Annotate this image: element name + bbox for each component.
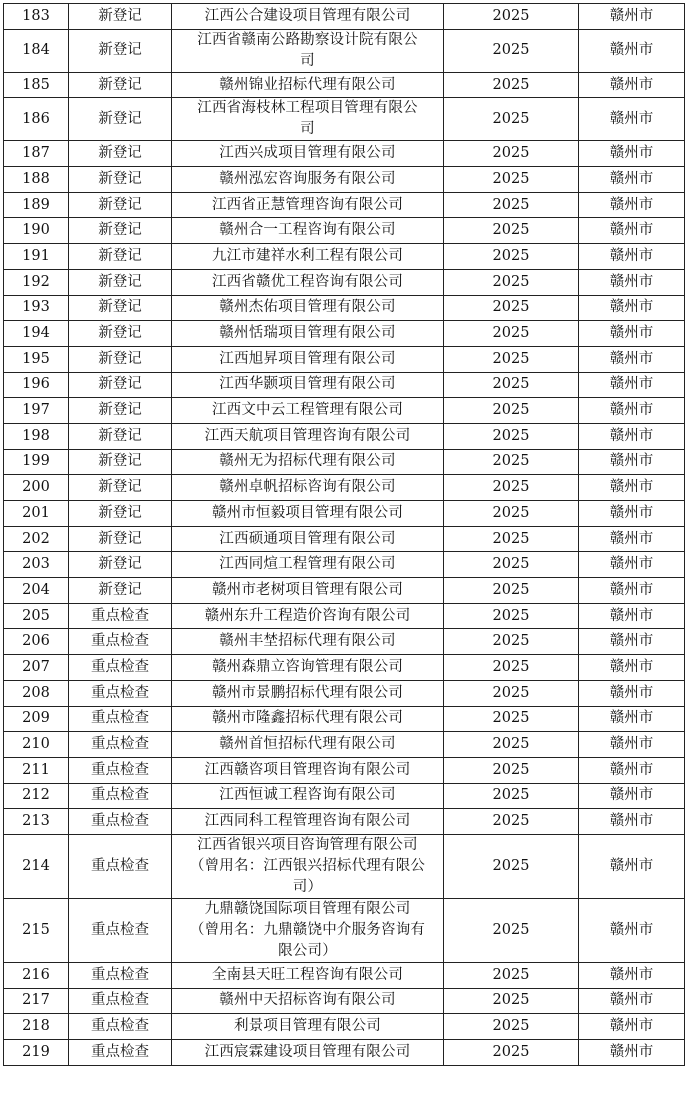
cell-year: 2025 bbox=[444, 475, 579, 501]
cell-year: 2025 bbox=[444, 321, 579, 347]
cell-city: 赣州市 bbox=[579, 269, 685, 295]
table-row bbox=[4, 552, 685, 578]
cell-company-name bbox=[172, 834, 444, 898]
company-name-line: 赣州市老树项目管理有限公司 bbox=[211, 581, 404, 598]
table-row bbox=[4, 346, 685, 372]
table-row bbox=[4, 98, 685, 141]
table-row bbox=[4, 732, 685, 758]
cell-number: 218 bbox=[4, 1014, 69, 1040]
cell-check-type: 新登记 bbox=[69, 423, 172, 449]
cell-city: 赣州市 bbox=[579, 72, 685, 98]
cell-company-name bbox=[172, 783, 444, 809]
cell-check-type: 新登记 bbox=[69, 526, 172, 552]
company-name-line: （曾用名：江西银兴招标代理有限公 bbox=[189, 857, 426, 874]
cell-company-name bbox=[172, 552, 444, 578]
company-name-line: 江西华颢项目管理有限公司 bbox=[219, 376, 396, 393]
company-name-line: 赣州丰埜招标代理有限公司 bbox=[219, 633, 396, 650]
table-row bbox=[4, 321, 685, 347]
cell-number: 198 bbox=[4, 423, 69, 449]
cell-company-name bbox=[172, 244, 444, 270]
cell-year: 2025 bbox=[444, 655, 579, 681]
cell-city: 赣州市 bbox=[579, 962, 685, 988]
cell-company-name bbox=[172, 167, 444, 193]
cell-year: 2025 bbox=[444, 269, 579, 295]
cell-number: 196 bbox=[4, 372, 69, 398]
cell-city: 赣州市 bbox=[579, 1040, 685, 1066]
cell-number: 185 bbox=[4, 72, 69, 98]
cell-year: 2025 bbox=[444, 809, 579, 835]
cell-number: 202 bbox=[4, 526, 69, 552]
cell-check-type: 新登记 bbox=[69, 372, 172, 398]
cell-number: 188 bbox=[4, 167, 69, 193]
agency-table bbox=[3, 3, 685, 1066]
cell-company-name bbox=[172, 706, 444, 732]
cell-check-type: 新登记 bbox=[69, 295, 172, 321]
company-name-line: 江西省银兴项目咨询管理有限公司 bbox=[197, 836, 418, 853]
company-name-line: 司） bbox=[292, 878, 323, 895]
cell-year: 2025 bbox=[444, 1014, 579, 1040]
cell-company-name bbox=[172, 98, 444, 141]
cell-number: 184 bbox=[4, 29, 69, 72]
cell-city: 赣州市 bbox=[579, 552, 685, 578]
cell-check-type: 新登记 bbox=[69, 4, 172, 30]
cell-year: 2025 bbox=[444, 98, 579, 141]
cell-company-name bbox=[172, 809, 444, 835]
cell-check-type: 新登记 bbox=[69, 98, 172, 141]
cell-city: 赣州市 bbox=[579, 655, 685, 681]
cell-city: 赣州市 bbox=[579, 4, 685, 30]
table-row bbox=[4, 706, 685, 732]
table-row bbox=[4, 269, 685, 295]
cell-year: 2025 bbox=[444, 295, 579, 321]
cell-check-type: 重点检查 bbox=[69, 809, 172, 835]
cell-city: 赣州市 bbox=[579, 449, 685, 475]
cell-check-type: 新登记 bbox=[69, 398, 172, 424]
company-name-line: 赣州森鼎立咨询管理有限公司 bbox=[211, 658, 404, 675]
company-name-line: 江西旭昇项目管理有限公司 bbox=[219, 350, 396, 367]
table-row bbox=[4, 526, 685, 552]
company-name-line: 江西宸霖建设项目管理有限公司 bbox=[204, 1043, 411, 1060]
cell-year: 2025 bbox=[444, 423, 579, 449]
cell-company-name bbox=[172, 346, 444, 372]
table-row bbox=[4, 423, 685, 449]
cell-number: 203 bbox=[4, 552, 69, 578]
company-name-line: 赣州东升工程造价咨询有限公司 bbox=[204, 607, 411, 624]
company-name-line: 江西赣咨项目管理咨询有限公司 bbox=[204, 761, 411, 778]
company-name-line: 江西天航项目管理咨询有限公司 bbox=[204, 427, 411, 444]
cell-check-type: 新登记 bbox=[69, 167, 172, 193]
cell-company-name bbox=[172, 757, 444, 783]
cell-company-name bbox=[172, 269, 444, 295]
cell-company-name bbox=[172, 962, 444, 988]
company-name-line: 赣州无为招标代理有限公司 bbox=[219, 453, 396, 470]
cell-company-name bbox=[172, 372, 444, 398]
cell-number: 208 bbox=[4, 680, 69, 706]
company-name-line: 利景项目管理有限公司 bbox=[234, 1018, 381, 1035]
cell-city: 赣州市 bbox=[579, 783, 685, 809]
cell-check-type: 重点检查 bbox=[69, 629, 172, 655]
cell-check-type: 新登记 bbox=[69, 578, 172, 604]
cell-city: 赣州市 bbox=[579, 372, 685, 398]
cell-check-type: 新登记 bbox=[69, 141, 172, 167]
cell-city: 赣州市 bbox=[579, 321, 685, 347]
company-name-line: 全南县天旺工程咨询有限公司 bbox=[211, 966, 404, 983]
cell-number: 201 bbox=[4, 501, 69, 527]
cell-city: 赣州市 bbox=[579, 988, 685, 1014]
table-row bbox=[4, 962, 685, 988]
cell-number: 191 bbox=[4, 244, 69, 270]
table-row bbox=[4, 578, 685, 604]
cell-company-name bbox=[172, 449, 444, 475]
cell-check-type: 重点检查 bbox=[69, 834, 172, 898]
cell-year: 2025 bbox=[444, 629, 579, 655]
table-row bbox=[4, 988, 685, 1014]
cell-company-name bbox=[172, 218, 444, 244]
cell-check-type: 新登记 bbox=[69, 218, 172, 244]
company-name-line: 江西文中云工程管理有限公司 bbox=[211, 402, 404, 419]
cell-city: 赣州市 bbox=[579, 757, 685, 783]
cell-year: 2025 bbox=[444, 526, 579, 552]
cell-number: 187 bbox=[4, 141, 69, 167]
cell-year: 2025 bbox=[444, 680, 579, 706]
cell-check-type: 重点检查 bbox=[69, 898, 172, 962]
company-name-line: 江西省赣南公路勘察设计院有限公 bbox=[197, 31, 418, 48]
cell-city: 赣州市 bbox=[579, 629, 685, 655]
cell-number: 213 bbox=[4, 809, 69, 835]
cell-number: 217 bbox=[4, 988, 69, 1014]
cell-company-name bbox=[172, 629, 444, 655]
cell-year: 2025 bbox=[444, 372, 579, 398]
cell-company-name bbox=[172, 988, 444, 1014]
cell-year: 2025 bbox=[444, 4, 579, 30]
company-name-line: 九鼎赣饶国际项目管理有限公司 bbox=[204, 900, 411, 917]
cell-number: 215 bbox=[4, 898, 69, 962]
cell-company-name bbox=[172, 526, 444, 552]
cell-year: 2025 bbox=[444, 346, 579, 372]
company-name-line: （曾用名：九鼎赣饶中介服务咨询有 bbox=[189, 921, 426, 938]
cell-check-type: 重点检查 bbox=[69, 603, 172, 629]
cell-check-type: 重点检查 bbox=[69, 732, 172, 758]
cell-company-name bbox=[172, 29, 444, 72]
company-name-line: 赣州市隆鑫招标代理有限公司 bbox=[211, 710, 404, 727]
cell-city: 赣州市 bbox=[579, 423, 685, 449]
company-name-line: 江西同科工程管理咨询有限公司 bbox=[204, 813, 411, 830]
cell-number: 194 bbox=[4, 321, 69, 347]
cell-number: 190 bbox=[4, 218, 69, 244]
cell-year: 2025 bbox=[444, 962, 579, 988]
cell-city: 赣州市 bbox=[579, 706, 685, 732]
table-row bbox=[4, 1040, 685, 1066]
cell-check-type: 重点检查 bbox=[69, 988, 172, 1014]
cell-check-type: 新登记 bbox=[69, 29, 172, 72]
table-row bbox=[4, 372, 685, 398]
company-name-line: 赣州中天招标咨询有限公司 bbox=[219, 992, 396, 1009]
cell-company-name bbox=[172, 192, 444, 218]
cell-company-name bbox=[172, 1040, 444, 1066]
company-name-line: 司 bbox=[300, 121, 315, 138]
table-row bbox=[4, 501, 685, 527]
table-row bbox=[4, 834, 685, 898]
table-row bbox=[4, 4, 685, 30]
table-row bbox=[4, 680, 685, 706]
cell-company-name bbox=[172, 578, 444, 604]
cell-check-type: 重点检查 bbox=[69, 757, 172, 783]
company-name-line: 江西兴成项目管理有限公司 bbox=[219, 145, 396, 162]
cell-city: 赣州市 bbox=[579, 346, 685, 372]
table-row bbox=[4, 783, 685, 809]
company-name-line: 江西同煊工程管理有限公司 bbox=[219, 556, 396, 573]
cell-number: 212 bbox=[4, 783, 69, 809]
cell-check-type: 新登记 bbox=[69, 72, 172, 98]
cell-number: 186 bbox=[4, 98, 69, 141]
cell-check-type: 新登记 bbox=[69, 501, 172, 527]
table-row bbox=[4, 629, 685, 655]
table-row bbox=[4, 757, 685, 783]
cell-year: 2025 bbox=[444, 72, 579, 98]
cell-year: 2025 bbox=[444, 1040, 579, 1066]
cell-check-type: 新登记 bbox=[69, 269, 172, 295]
cell-city: 赣州市 bbox=[579, 295, 685, 321]
cell-year: 2025 bbox=[444, 898, 579, 962]
cell-number: 193 bbox=[4, 295, 69, 321]
cell-company-name bbox=[172, 423, 444, 449]
company-name-line: 司 bbox=[300, 52, 315, 69]
company-name-line: 赣州杰佑项目管理有限公司 bbox=[219, 299, 396, 316]
cell-city: 赣州市 bbox=[579, 732, 685, 758]
table-row bbox=[4, 141, 685, 167]
cell-year: 2025 bbox=[444, 988, 579, 1014]
cell-number: 210 bbox=[4, 732, 69, 758]
table-row bbox=[4, 655, 685, 681]
company-name-line: 赣州市恒毅项目管理有限公司 bbox=[211, 504, 404, 521]
table-row bbox=[4, 475, 685, 501]
cell-company-name bbox=[172, 398, 444, 424]
cell-company-name bbox=[172, 475, 444, 501]
cell-year: 2025 bbox=[444, 218, 579, 244]
company-name-line: 赣州市景鹏招标代理有限公司 bbox=[211, 684, 404, 701]
cell-city: 赣州市 bbox=[579, 809, 685, 835]
cell-year: 2025 bbox=[444, 783, 579, 809]
cell-city: 赣州市 bbox=[579, 1014, 685, 1040]
company-name-line: 赣州合一工程咨询有限公司 bbox=[219, 222, 396, 239]
cell-number: 195 bbox=[4, 346, 69, 372]
cell-city: 赣州市 bbox=[579, 526, 685, 552]
company-name-line: 江西省正慧管理咨询有限公司 bbox=[211, 196, 404, 213]
cell-number: 192 bbox=[4, 269, 69, 295]
company-name-line: 赣州首恒招标代理有限公司 bbox=[219, 736, 396, 753]
cell-check-type: 新登记 bbox=[69, 475, 172, 501]
cell-company-name bbox=[172, 732, 444, 758]
cell-number: 219 bbox=[4, 1040, 69, 1066]
table-row bbox=[4, 398, 685, 424]
company-name-line: 九江市建祥水利工程有限公司 bbox=[211, 247, 404, 264]
table-row bbox=[4, 244, 685, 270]
cell-year: 2025 bbox=[444, 834, 579, 898]
cell-company-name bbox=[172, 1014, 444, 1040]
cell-check-type: 重点检查 bbox=[69, 706, 172, 732]
cell-check-type: 新登记 bbox=[69, 552, 172, 578]
company-name-line: 限公司） bbox=[278, 942, 337, 959]
cell-check-type: 新登记 bbox=[69, 449, 172, 475]
cell-number: 197 bbox=[4, 398, 69, 424]
company-name-line: 赣州锦业招标代理有限公司 bbox=[219, 76, 396, 93]
cell-city: 赣州市 bbox=[579, 834, 685, 898]
cell-company-name bbox=[172, 321, 444, 347]
cell-check-type: 新登记 bbox=[69, 244, 172, 270]
cell-city: 赣州市 bbox=[579, 192, 685, 218]
table-row bbox=[4, 1014, 685, 1040]
table-row bbox=[4, 192, 685, 218]
cell-city: 赣州市 bbox=[579, 29, 685, 72]
cell-city: 赣州市 bbox=[579, 898, 685, 962]
cell-city: 赣州市 bbox=[579, 578, 685, 604]
cell-number: 204 bbox=[4, 578, 69, 604]
company-name-line: 江西硕通项目管理有限公司 bbox=[219, 530, 396, 547]
cell-year: 2025 bbox=[444, 552, 579, 578]
table-row bbox=[4, 449, 685, 475]
cell-check-type: 重点检查 bbox=[69, 1014, 172, 1040]
table-row bbox=[4, 809, 685, 835]
company-name-line: 江西公合建设项目管理有限公司 bbox=[204, 7, 411, 24]
cell-number: 183 bbox=[4, 4, 69, 30]
cell-check-type: 重点检查 bbox=[69, 783, 172, 809]
cell-number: 200 bbox=[4, 475, 69, 501]
cell-year: 2025 bbox=[444, 706, 579, 732]
cell-year: 2025 bbox=[444, 244, 579, 270]
cell-year: 2025 bbox=[444, 578, 579, 604]
cell-city: 赣州市 bbox=[579, 501, 685, 527]
table-row bbox=[4, 218, 685, 244]
cell-city: 赣州市 bbox=[579, 475, 685, 501]
cell-year: 2025 bbox=[444, 603, 579, 629]
cell-year: 2025 bbox=[444, 167, 579, 193]
cell-city: 赣州市 bbox=[579, 218, 685, 244]
cell-check-type: 重点检查 bbox=[69, 1040, 172, 1066]
table-row bbox=[4, 295, 685, 321]
cell-city: 赣州市 bbox=[579, 244, 685, 270]
cell-company-name bbox=[172, 72, 444, 98]
cell-number: 214 bbox=[4, 834, 69, 898]
table-row bbox=[4, 898, 685, 962]
cell-number: 206 bbox=[4, 629, 69, 655]
company-name-line: 赣州卓帆招标咨询有限公司 bbox=[219, 479, 396, 496]
table-row bbox=[4, 72, 685, 98]
cell-check-type: 重点检查 bbox=[69, 962, 172, 988]
table-row bbox=[4, 167, 685, 193]
company-name-line: 江西省海枝林工程项目管理有限公 bbox=[197, 100, 418, 117]
cell-company-name bbox=[172, 501, 444, 527]
cell-company-name bbox=[172, 680, 444, 706]
cell-city: 赣州市 bbox=[579, 398, 685, 424]
cell-check-type: 重点检查 bbox=[69, 655, 172, 681]
cell-company-name bbox=[172, 898, 444, 962]
cell-check-type: 重点检查 bbox=[69, 680, 172, 706]
cell-year: 2025 bbox=[444, 398, 579, 424]
company-name-line: 赣州恬瑞项目管理有限公司 bbox=[219, 325, 396, 342]
cell-company-name bbox=[172, 603, 444, 629]
cell-year: 2025 bbox=[444, 141, 579, 167]
cell-company-name bbox=[172, 295, 444, 321]
company-name-line: 江西恒诚工程咨询有限公司 bbox=[219, 787, 396, 804]
cell-year: 2025 bbox=[444, 192, 579, 218]
table-row bbox=[4, 603, 685, 629]
cell-check-type: 新登记 bbox=[69, 192, 172, 218]
cell-city: 赣州市 bbox=[579, 98, 685, 141]
cell-company-name bbox=[172, 655, 444, 681]
cell-check-type: 新登记 bbox=[69, 346, 172, 372]
cell-number: 205 bbox=[4, 603, 69, 629]
cell-company-name bbox=[172, 141, 444, 167]
cell-company-name bbox=[172, 4, 444, 30]
table-row bbox=[4, 29, 685, 72]
cell-year: 2025 bbox=[444, 757, 579, 783]
cell-city: 赣州市 bbox=[579, 680, 685, 706]
cell-city: 赣州市 bbox=[579, 167, 685, 193]
cell-city: 赣州市 bbox=[579, 603, 685, 629]
cell-year: 2025 bbox=[444, 501, 579, 527]
table-body bbox=[4, 4, 685, 1066]
cell-city: 赣州市 bbox=[579, 141, 685, 167]
cell-year: 2025 bbox=[444, 449, 579, 475]
cell-number: 216 bbox=[4, 962, 69, 988]
cell-year: 2025 bbox=[444, 732, 579, 758]
company-name-line: 江西省赣优工程咨询有限公司 bbox=[211, 273, 404, 290]
company-name-line: 赣州泓宏咨询服务有限公司 bbox=[219, 170, 396, 187]
cell-year: 2025 bbox=[444, 29, 579, 72]
cell-number: 211 bbox=[4, 757, 69, 783]
cell-number: 189 bbox=[4, 192, 69, 218]
cell-number: 199 bbox=[4, 449, 69, 475]
cell-check-type: 新登记 bbox=[69, 321, 172, 347]
cell-number: 209 bbox=[4, 706, 69, 732]
cell-number: 207 bbox=[4, 655, 69, 681]
